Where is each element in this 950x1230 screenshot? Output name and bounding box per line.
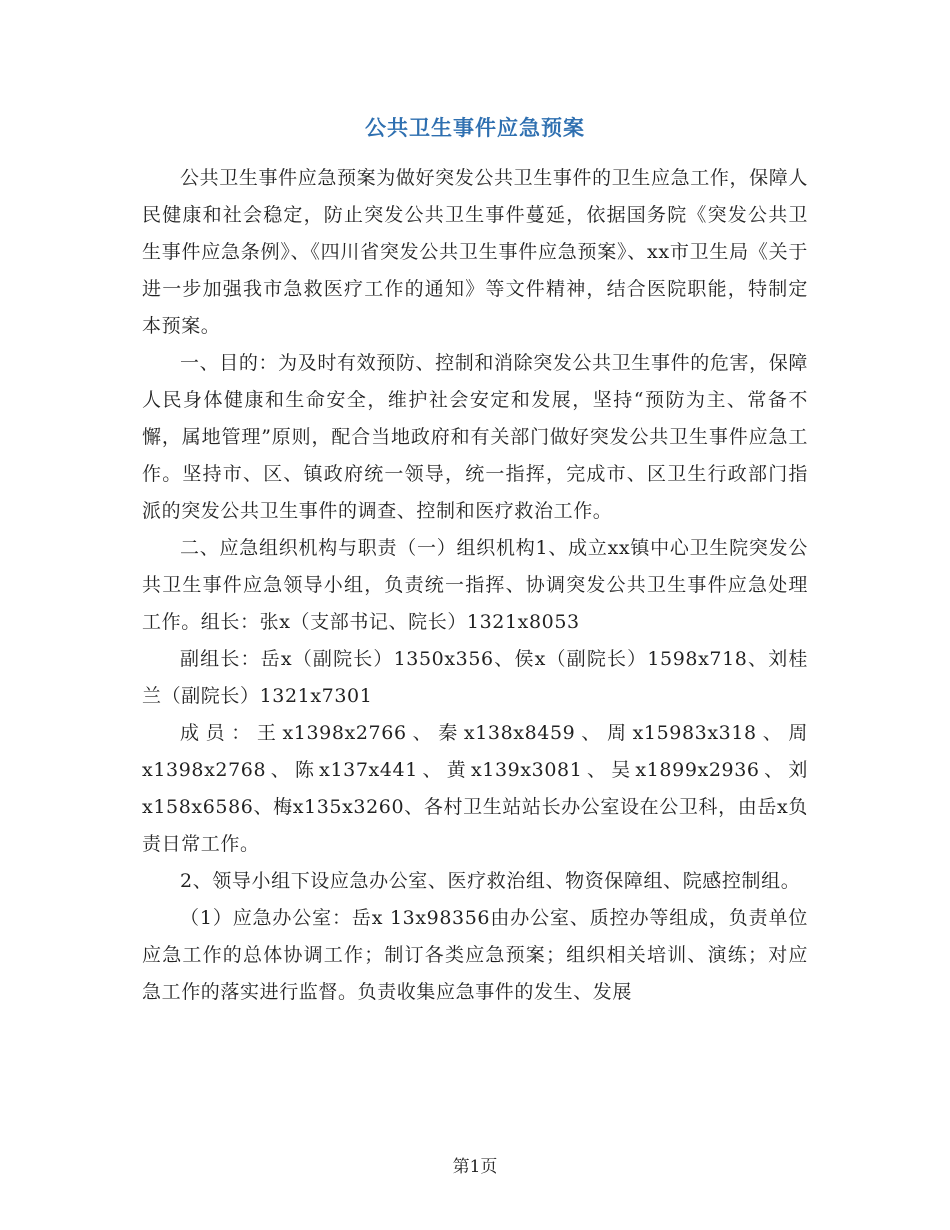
document-title: 公共卫生事件应急预案 bbox=[365, 115, 585, 140]
paragraph-organization: 二、应急组织机构与职责（一）组织机构1、成立xx镇中心卫生院突发公共卫生事件应急领导小组，负责统一指挥、协调突发公共卫生事件应急处理工作。组长：张x（支部书记、院长）1321x8053 bbox=[142, 537, 808, 633]
document-body bbox=[142, 160, 808, 1011]
paragraph-members: 成员：王x1398x2766、秦x138x8459、周x15983x318、周x1398x2768、陈x137x441、黄x139x3081、吴x1899x2936、刘x158x6586、梅x135x3260、各村卫生站站长办公室设在公卫科，由岳x负责日常工作。 bbox=[142, 722, 808, 855]
page-number: 第1页 bbox=[452, 1157, 498, 1177]
paragraph-purpose: 一、目的：为及时有效预防、控制和消除突发公共卫生事件的危害，保障人民身体健康和生命安全，维护社会安定和发展，坚持“预防为主、常备不懈，属地管理”原则，配合当地政府和有关部门做好突发公共卫生事件应急工作。坚持市、区、镇政府统一领导，统一指挥，完成市、区卫生行政部门指派的突发公共卫生事件的调查、控制和医疗救治工作。 bbox=[142, 352, 808, 522]
paragraph-deputy-leaders: 副组长：岳x（副院长）1350x356、侯x（副院长）1598x718、刘桂兰（副院长）1321x7301 bbox=[142, 648, 808, 707]
paragraph-intro: 公共卫生事件应急预案为做好突发公共卫生事件的卫生应急工作，保障人民健康和社会稳定，防止突发公共卫生事件蔓延，依据国务院《突发公共卫生事件应急条例》、《四川省突发公共卫生事件应急预案》、xx市卫生局《关于进一步加强我市急救医疗工作的通知》等文件精神，结合医院职能，特制定本预案。 bbox=[142, 167, 808, 337]
paragraph-emergency-office: （1）应急办公室：岳x 13x98356由办公室、质控办等组成，负责单位应急工作的总体协调工作；制订各类应急预案；组织相关培训、演练；对应急工作的落实进行监督。负责收集应急事件的发生、发展 bbox=[142, 907, 808, 1003]
paragraph-subgroups: 2、领导小组下设应急办公室、医疗救治组、物资保障组、院感控制组。 bbox=[180, 870, 801, 892]
